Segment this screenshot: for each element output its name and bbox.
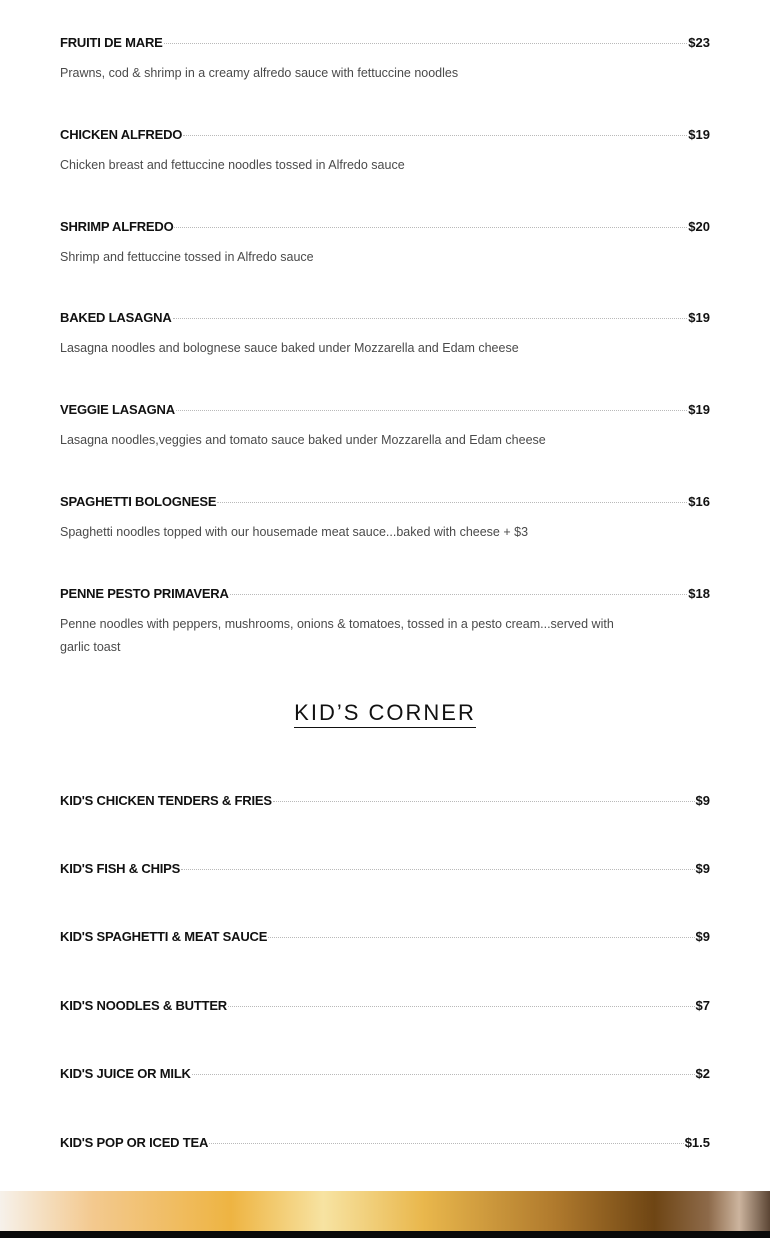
item-description: Prawns, cod & shrimp in a creamy alfredo sauce with fettuccine noodles: [60, 66, 459, 80]
dot-leader: [230, 593, 688, 595]
item-description: Penne noodles with peppers, mushrooms, onions & tomatoes, tossed in a pesto cream...served with garlic toast: [60, 617, 614, 654]
item-row: [60, 219, 710, 237]
item-row: [60, 861, 710, 879]
menu-item-shrimp-alfredo: [60, 219, 710, 269]
item-row: [60, 998, 710, 1016]
kids-item-pop-iced-tea: [60, 1135, 710, 1153]
item-description: Shrimp and fettuccine tossed in Alfredo sauce: [60, 250, 314, 264]
item-name: VEGGIE LASAGNA: [60, 402, 175, 417]
menu-item-spaghetti-bolognese: [60, 494, 710, 544]
item-name: KID'S JUICE OR MILK: [60, 1066, 191, 1081]
item-row: [60, 127, 710, 145]
item-name: SHRIMP ALFREDO: [60, 219, 174, 234]
item-description: Lasagna noodles and bolognese sauce baked under Mozzarella and Edam cheese: [60, 341, 519, 355]
item-name: SPAGHETTI BOLOGNESE: [60, 494, 217, 509]
item-row: [60, 1066, 710, 1084]
item-price: $19: [688, 402, 710, 417]
dot-leader: [183, 134, 687, 136]
section-title-text: KID’S CORNER: [294, 700, 476, 728]
kids-item-fish-chips: [60, 861, 710, 879]
item-price: $9: [695, 793, 710, 808]
footer-gradient-band: [0, 1191, 770, 1231]
item-name: KID'S FISH & CHIPS: [60, 861, 181, 876]
item-price: $19: [688, 127, 710, 142]
footer-bar: [0, 1231, 770, 1238]
menu-item-chicken-alfredo: [60, 127, 710, 177]
item-description: Lasagna noodles,veggies and tomato sauce baked under Mozzarella and Edam cheese: [60, 433, 546, 447]
dot-leader: [228, 1005, 695, 1007]
item-row: [60, 1135, 710, 1153]
item-price: $1.5: [684, 1135, 710, 1150]
item-name: KID'S SPAGHETTI & MEAT SAUCE: [60, 929, 268, 944]
item-price: $19: [688, 310, 710, 325]
dot-leader: [268, 936, 694, 938]
dot-leader: [164, 42, 688, 44]
item-row: [60, 586, 710, 604]
menu-item-baked-lasagna: [60, 310, 710, 360]
item-price: $23: [688, 35, 710, 50]
item-row: [60, 494, 710, 512]
item-price: $20: [688, 219, 710, 234]
dot-leader: [217, 501, 687, 503]
item-name: KID'S POP OR ICED TEA: [60, 1135, 209, 1150]
item-price: $9: [695, 861, 710, 876]
item-row: [60, 929, 710, 947]
item-price: $7: [695, 998, 710, 1013]
item-name: PENNE PESTO PRIMAVERA: [60, 586, 229, 601]
dot-leader: [174, 226, 687, 228]
item-name: FRUITI DE MARE: [60, 35, 163, 50]
item-price: $2: [695, 1066, 710, 1081]
item-row: [60, 402, 710, 420]
section-title-kids-corner: [0, 700, 770, 726]
item-row: [60, 35, 710, 53]
item-name: KID'S CHICKEN TENDERS & FRIES: [60, 793, 272, 808]
item-price: $16: [688, 494, 710, 509]
item-price: $18: [688, 586, 710, 601]
menu-item-penne-pesto-primavera: [60, 586, 710, 659]
dot-leader: [192, 1073, 695, 1075]
dot-leader: [209, 1142, 684, 1144]
kids-item-noodles-butter: [60, 998, 710, 1016]
dot-leader: [273, 800, 695, 802]
kids-item-juice-milk: [60, 1066, 710, 1084]
item-row: [60, 310, 710, 328]
dot-leader: [176, 409, 687, 411]
item-name: KID'S NOODLES & BUTTER: [60, 998, 227, 1013]
dot-leader: [181, 868, 694, 870]
item-name: BAKED LASAGNA: [60, 310, 172, 325]
item-description: Chicken breast and fettuccine noodles tossed in Alfredo sauce: [60, 158, 405, 172]
dot-leader: [173, 317, 688, 319]
kids-item-spaghetti-meat-sauce: [60, 929, 710, 947]
item-row: [60, 793, 710, 811]
menu-item-veggie-lasagna: [60, 402, 710, 452]
item-price: $9: [695, 929, 710, 944]
item-name: CHICKEN ALFREDO: [60, 127, 183, 142]
item-description: Spaghetti noodles topped with our housemade meat sauce...baked with cheese + $3: [60, 525, 529, 539]
kids-item-chicken-tenders: [60, 793, 710, 811]
menu-item-fruiti-de-mare: [60, 35, 710, 85]
